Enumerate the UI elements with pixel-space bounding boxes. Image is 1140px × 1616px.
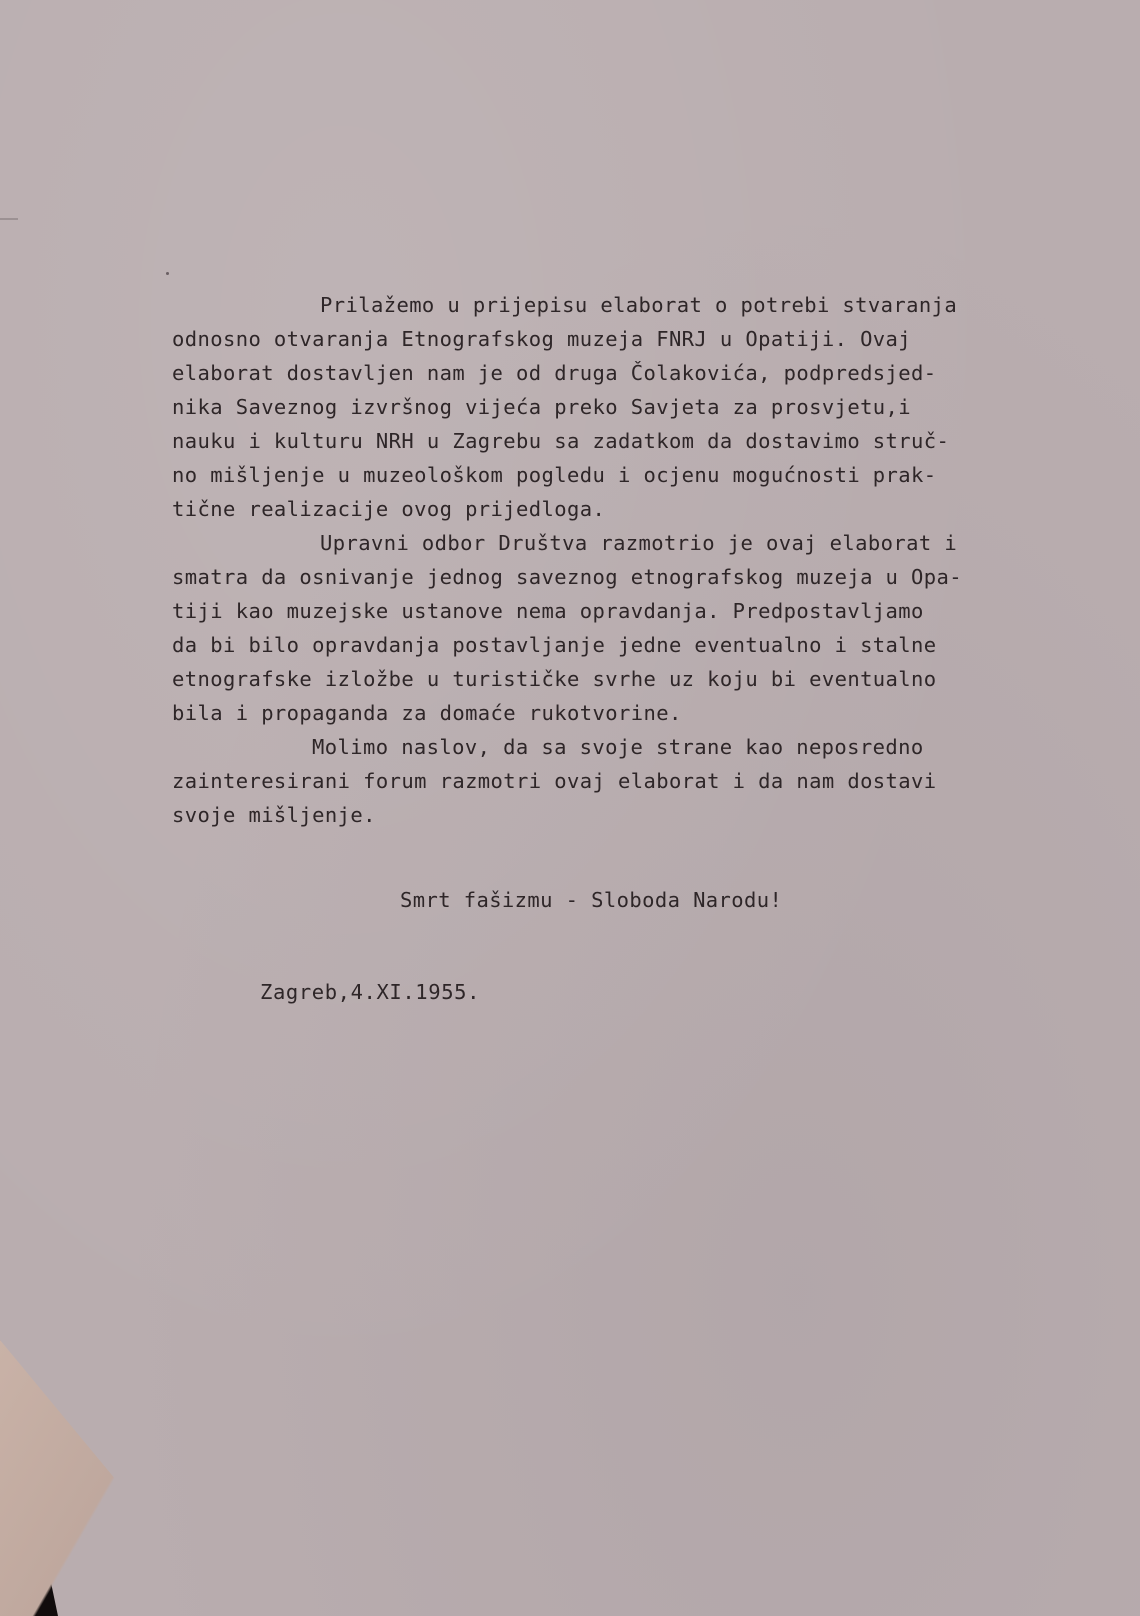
paragraph-line: Prilažemo u prijepisu elaborat o potrebi stvaranja (320, 293, 958, 317)
paragraph-line: tiji kao muzejske ustanove nema opravdanja. Predpostavljamo (172, 599, 924, 623)
paragraph-line: elaborat dostavljen nam je od druga Čolakovića, podpredsjed- (172, 361, 937, 385)
paragraph-line: smatra da osnivanje jednog saveznog etnografskog muzeja u Opa- (172, 565, 963, 589)
paragraph-line: nika Saveznog izvršnog vijeća preko Savjeta za prosvjetu,i (172, 395, 912, 419)
paragraph-2 (172, 526, 1062, 730)
letter-body (172, 288, 1062, 832)
closing-salutation: Smrt fašizmu - Sloboda Narodu! (400, 888, 783, 912)
paragraph-3 (172, 730, 1062, 832)
paragraph-line: nauku i kulturu NRH u Zagrebu sa zadatkom da dostavimo struč- (172, 429, 950, 453)
paragraph-line: da bi bilo opravdanja postavljanje jedne eventualno i stalne (172, 633, 937, 657)
paragraph-line: odnosno otvaranja Etnografskog muzeja FNRJ u Opatiji. Ovaj (172, 327, 912, 351)
paragraph-line: zainteresirani forum razmotri ovaj elaborat i da nam dostavi (172, 769, 937, 793)
ink-dot (166, 272, 169, 275)
paragraph-line: bila i propaganda za domaće rukotvorine. (172, 701, 682, 725)
paragraph-line: Upravni odbor Društva razmotrio je ovaj elaborat i (320, 531, 958, 555)
folded-corner (0, 1340, 160, 1616)
paragraph-line: tične realizacije ovog prijedloga. (172, 497, 606, 521)
paragraph-line: etnografske izložbe u turističke svrhe uz koju bi eventualno (172, 667, 937, 691)
paragraph-line: Molimo naslov, da sa svoje strane kao neposredno (312, 735, 924, 759)
paragraph-line: svoje mišljenje. (172, 803, 376, 827)
edge-mark (0, 218, 18, 220)
place-and-date: Zagreb,4.XI.1955. (260, 980, 481, 1004)
paragraph-line: no mišljenje u muzeološkom pogledu i ocjenu mogućnosti prak- (172, 463, 937, 487)
paragraph-1 (172, 288, 1062, 526)
